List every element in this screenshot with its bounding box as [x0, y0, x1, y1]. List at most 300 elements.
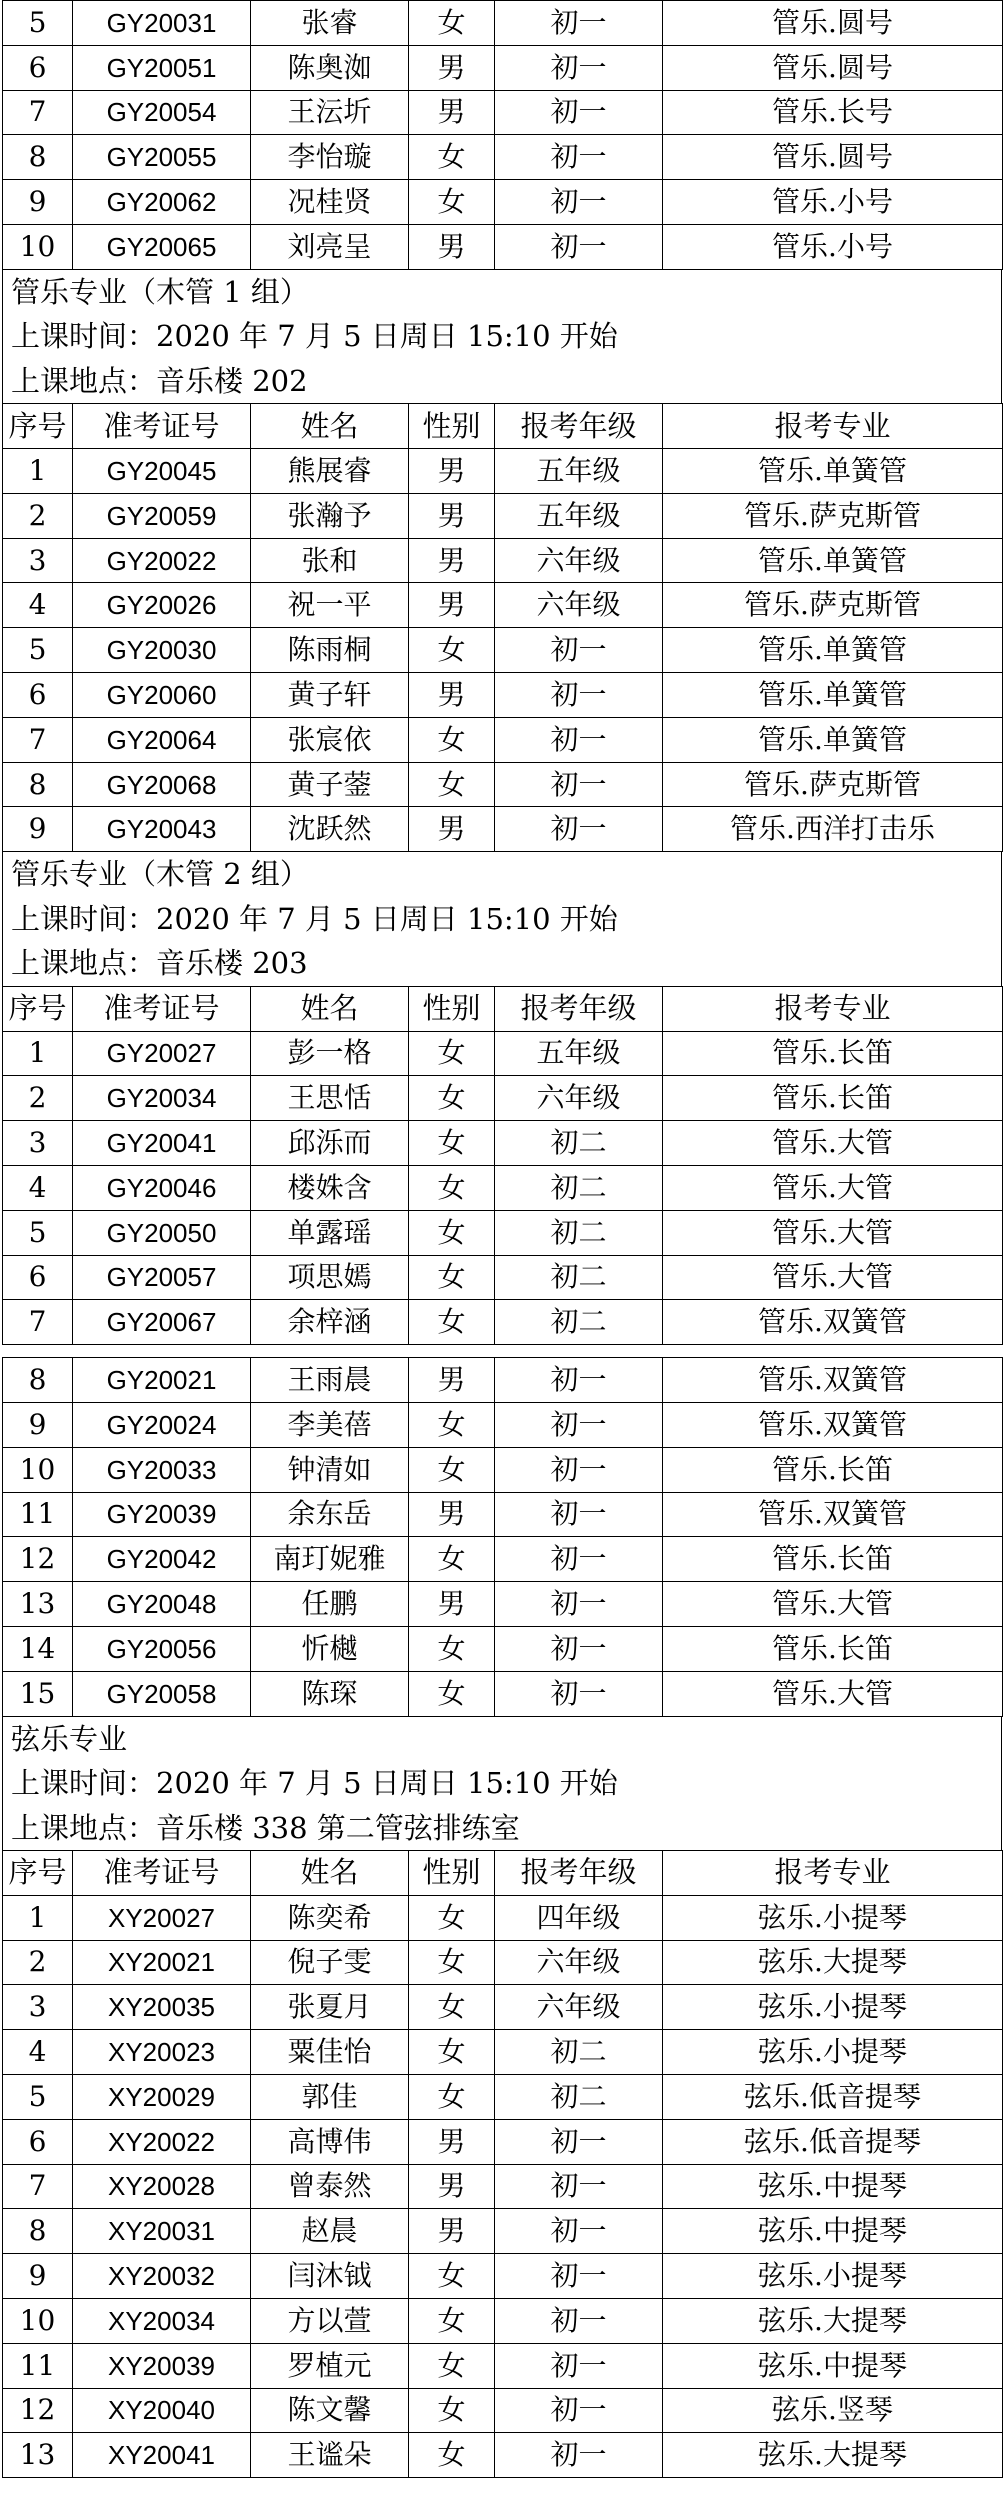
- cell-id: GY20055: [73, 135, 251, 180]
- cell-grade: 初二: [495, 1255, 663, 1300]
- cell-gender: 女: [409, 717, 495, 762]
- cell-major: 弦乐.低音提琴: [663, 2074, 1003, 2119]
- cell-gender: 女: [409, 1940, 495, 1985]
- cell-gender: 男: [409, 45, 495, 90]
- cell-grade: 初二: [495, 1165, 663, 1210]
- cell-gender: 女: [409, 1447, 495, 1492]
- cell-major: 管乐.大管: [663, 1210, 1003, 1255]
- table-row: [3, 2030, 1003, 2075]
- cell-id: GY20034: [73, 1076, 251, 1121]
- cell-gender: 女: [409, 1537, 495, 1582]
- cell-id: XY20029: [73, 2074, 251, 2119]
- cell-id: GY20039: [73, 1492, 251, 1537]
- cell-name: 彭一格: [251, 1031, 409, 1076]
- table-row: [3, 2119, 1003, 2164]
- cell-gender: 男: [409, 2209, 495, 2254]
- cell-major: 弦乐.中提琴: [663, 2343, 1003, 2388]
- cell-id: XY20028: [73, 2164, 251, 2209]
- wood1-table: [2, 403, 1003, 852]
- cell-gender: 女: [409, 762, 495, 807]
- cell-gender: 女: [409, 1300, 495, 1345]
- table-row: [3, 1492, 1003, 1537]
- cell-major: 管乐.萨克斯管: [663, 583, 1003, 628]
- cell-grade: 六年级: [495, 538, 663, 583]
- cell-id: GY20059: [73, 493, 251, 538]
- cell-major: 管乐.萨克斯管: [663, 762, 1003, 807]
- table-header-row: [3, 404, 1003, 449]
- cell-name: 张瀚予: [251, 493, 409, 538]
- cell-no: 3: [3, 538, 73, 583]
- cell-name: 沈跃然: [251, 807, 409, 852]
- cell-no: 5: [3, 628, 73, 673]
- cell-gender: 女: [409, 1255, 495, 1300]
- cell-name: 罗植元: [251, 2343, 409, 2388]
- cell-id: GY20054: [73, 90, 251, 135]
- cell-grade: 初一: [495, 135, 663, 180]
- cell-no: 1: [3, 449, 73, 494]
- cell-name: 祝一平: [251, 583, 409, 628]
- cell-major: 管乐.双簧管: [663, 1492, 1003, 1537]
- cell-gender: 女: [409, 2074, 495, 2119]
- brass-table-continued: [2, 0, 1003, 270]
- header-name: 姓名: [251, 404, 409, 449]
- cell-gender: 男: [409, 807, 495, 852]
- cell-major: 管乐.单簧管: [663, 673, 1003, 718]
- cell-no: 8: [3, 1358, 73, 1403]
- cell-name: 余梓涵: [251, 1300, 409, 1345]
- cell-gender: 女: [409, 1031, 495, 1076]
- wood1-time: 上课时间：2020 年 7 月 5 日周日 15:10 开始: [11, 319, 618, 354]
- cell-id: GY20026: [73, 583, 251, 628]
- cell-gender: 女: [409, 1121, 495, 1166]
- cell-gender: 女: [409, 1402, 495, 1447]
- cell-id: GY20065: [73, 224, 251, 269]
- header-id: 准考证号: [73, 986, 251, 1031]
- cell-major: 弦乐.大提琴: [663, 2433, 1003, 2478]
- header-gender: 性别: [409, 986, 495, 1031]
- cell-gender: 女: [409, 1165, 495, 1210]
- cell-grade: 初一: [495, 2433, 663, 2478]
- table-row: [3, 583, 1003, 628]
- table-row: [3, 90, 1003, 135]
- cell-no: 5: [3, 2074, 73, 2119]
- cell-name: 任鹏: [251, 1582, 409, 1627]
- cell-name: 高博伟: [251, 2119, 409, 2164]
- cell-grade: 初一: [495, 762, 663, 807]
- header-major: 报考专业: [663, 1851, 1003, 1896]
- table-row: [3, 2343, 1003, 2388]
- header-grade: 报考年级: [495, 404, 663, 449]
- table-row: [3, 1358, 1003, 1403]
- cell-id: XY20032: [73, 2254, 251, 2299]
- cell-name: 黄子轩: [251, 673, 409, 718]
- cell-no: 3: [3, 1121, 73, 1166]
- cell-grade: 初二: [495, 2074, 663, 2119]
- cell-name: 项思嫣: [251, 1255, 409, 1300]
- cell-gender: 女: [409, 628, 495, 673]
- wood2-title: 管乐专业（木管 2 组）: [11, 857, 309, 892]
- strings-title: 弦乐专业: [11, 1721, 128, 1756]
- cell-gender: 女: [409, 1076, 495, 1121]
- cell-no: 9: [3, 2254, 73, 2299]
- cell-name: 闫沐钺: [251, 2254, 409, 2299]
- table-row: [3, 1671, 1003, 1716]
- cell-grade: 初一: [495, 2209, 663, 2254]
- cell-major: 管乐.大管: [663, 1255, 1003, 1300]
- cell-id: GY20064: [73, 717, 251, 762]
- header-id: 准考证号: [73, 1851, 251, 1896]
- cell-name: 陈奥洳: [251, 45, 409, 90]
- table-header-row: [3, 986, 1003, 1031]
- cell-no: 2: [3, 1940, 73, 1985]
- cell-gender: 男: [409, 1582, 495, 1627]
- cell-gender: 女: [409, 1895, 495, 1940]
- cell-name: 楼姝含: [251, 1165, 409, 1210]
- cell-gender: 男: [409, 90, 495, 135]
- cell-id: XY20022: [73, 2119, 251, 2164]
- cell-no: 13: [3, 1582, 73, 1627]
- cell-gender: 女: [409, 2433, 495, 2478]
- header-no: 序号: [3, 1851, 73, 1896]
- cell-grade: 初一: [495, 1492, 663, 1537]
- cell-major: 弦乐.中提琴: [663, 2209, 1003, 2254]
- table-row: [3, 493, 1003, 538]
- cell-major: 弦乐.小提琴: [663, 2030, 1003, 2075]
- cell-name: 方以萱: [251, 2298, 409, 2343]
- cell-major: 管乐.双簧管: [663, 1358, 1003, 1403]
- cell-id: GY20030: [73, 628, 251, 673]
- cell-gender: 女: [409, 1671, 495, 1716]
- cell-grade: 四年级: [495, 1895, 663, 1940]
- cell-gender: 女: [409, 135, 495, 180]
- cell-grade: 五年级: [495, 493, 663, 538]
- wood1-place: 上课地点：音乐楼 202: [11, 363, 308, 398]
- table-row: [3, 1076, 1003, 1121]
- cell-major: 管乐.西洋打击乐: [663, 807, 1003, 852]
- header-name: 姓名: [251, 986, 409, 1031]
- cell-gender: 女: [409, 2254, 495, 2299]
- header-gender: 性别: [409, 404, 495, 449]
- cell-grade: 初一: [495, 1626, 663, 1671]
- table-row: [3, 180, 1003, 225]
- cell-grade: 初一: [495, 1671, 663, 1716]
- cell-name: 赵晨: [251, 2209, 409, 2254]
- cell-name: 单露瑶: [251, 1210, 409, 1255]
- cell-name: 张睿: [251, 1, 409, 46]
- strings-table: [2, 1850, 1003, 2478]
- cell-id: GY20021: [73, 1358, 251, 1403]
- cell-no: 12: [3, 1537, 73, 1582]
- cell-name: 曾泰然: [251, 2164, 409, 2209]
- cell-no: 4: [3, 583, 73, 628]
- cell-id: GY20022: [73, 538, 251, 583]
- cell-name: 张和: [251, 538, 409, 583]
- cell-major: 弦乐.小提琴: [663, 2254, 1003, 2299]
- cell-gender: 男: [409, 583, 495, 628]
- cell-no: 2: [3, 493, 73, 538]
- cell-grade: 初一: [495, 2388, 663, 2433]
- cell-grade: 六年级: [495, 1985, 663, 2030]
- table-row: [3, 1402, 1003, 1447]
- cell-major: 管乐.小号: [663, 180, 1003, 225]
- cell-id: GY20068: [73, 762, 251, 807]
- cell-name: 南玎妮雅: [251, 1537, 409, 1582]
- cell-gender: 女: [409, 1985, 495, 2030]
- cell-major: 管乐.萨克斯管: [663, 493, 1003, 538]
- header-no: 序号: [3, 986, 73, 1031]
- cell-major: 管乐.双簧管: [663, 1300, 1003, 1345]
- cell-grade: 初一: [495, 180, 663, 225]
- cell-major: 管乐.长笛: [663, 1076, 1003, 1121]
- cell-no: 7: [3, 90, 73, 135]
- table-row: [3, 1, 1003, 46]
- cell-major: 管乐.长笛: [663, 1626, 1003, 1671]
- cell-grade: 初一: [495, 1358, 663, 1403]
- table-row: [3, 1940, 1003, 1985]
- cell-gender: 男: [409, 493, 495, 538]
- strings-info: [2, 1717, 1002, 1851]
- cell-major: 管乐.单簧管: [663, 449, 1003, 494]
- cell-grade: 初一: [495, 2254, 663, 2299]
- table-row: [3, 135, 1003, 180]
- cell-no: 1: [3, 1895, 73, 1940]
- cell-major: 弦乐.中提琴: [663, 2164, 1003, 2209]
- cell-no: 1: [3, 1031, 73, 1076]
- cell-gender: 女: [409, 1210, 495, 1255]
- cell-no: 13: [3, 2433, 73, 2478]
- cell-grade: 初一: [495, 1402, 663, 1447]
- cell-grade: 初一: [495, 717, 663, 762]
- table-row: [3, 1255, 1003, 1300]
- cell-grade: 初一: [495, 2343, 663, 2388]
- cell-name: 张夏月: [251, 1985, 409, 2030]
- cell-major: 弦乐.大提琴: [663, 1940, 1003, 1985]
- cell-no: 10: [3, 224, 73, 269]
- cell-name: 陈琛: [251, 1671, 409, 1716]
- cell-id: XY20040: [73, 2388, 251, 2433]
- cell-name: 黄子蓥: [251, 762, 409, 807]
- cell-major: 弦乐.大提琴: [663, 2298, 1003, 2343]
- cell-name: 熊展睿: [251, 449, 409, 494]
- cell-no: 4: [3, 2030, 73, 2075]
- cell-gender: 男: [409, 449, 495, 494]
- cell-grade: 初一: [495, 45, 663, 90]
- cell-id: GY20057: [73, 1255, 251, 1300]
- cell-grade: 初一: [495, 224, 663, 269]
- cell-gender: 男: [409, 1492, 495, 1537]
- wood2-table-continued: [2, 1357, 1003, 1716]
- cell-gender: 女: [409, 1626, 495, 1671]
- cell-major: 管乐.单簧管: [663, 717, 1003, 762]
- cell-grade: 六年级: [495, 583, 663, 628]
- cell-no: 6: [3, 45, 73, 90]
- table-row: [3, 762, 1003, 807]
- table-row: [3, 1582, 1003, 1627]
- cell-id: XY20027: [73, 1895, 251, 1940]
- table-row: [3, 2074, 1003, 2119]
- cell-major: 管乐.大管: [663, 1121, 1003, 1166]
- cell-id: XY20021: [73, 1940, 251, 1985]
- cell-grade: 初一: [495, 2119, 663, 2164]
- cell-no: 8: [3, 762, 73, 807]
- wood1-title: 管乐专业（木管 1 组）: [11, 274, 309, 309]
- cell-grade: 初一: [495, 1537, 663, 1582]
- cell-no: 11: [3, 1492, 73, 1537]
- cell-no: 11: [3, 2343, 73, 2388]
- header-id: 准考证号: [73, 404, 251, 449]
- cell-id: XY20041: [73, 2433, 251, 2478]
- cell-no: 7: [3, 717, 73, 762]
- cell-no: 3: [3, 1985, 73, 2030]
- cell-major: 管乐.小号: [663, 224, 1003, 269]
- cell-grade: 六年级: [495, 1076, 663, 1121]
- wood2-info: [2, 852, 1002, 986]
- cell-gender: 女: [409, 1, 495, 46]
- cell-grade: 六年级: [495, 1940, 663, 1985]
- cell-name: 郭佳: [251, 2074, 409, 2119]
- cell-gender: 女: [409, 180, 495, 225]
- wood2-place: 上课地点：音乐楼 203: [11, 946, 308, 981]
- table-row: [3, 1447, 1003, 1492]
- cell-major: 管乐.单簧管: [663, 538, 1003, 583]
- cell-id: GY20067: [73, 1300, 251, 1345]
- cell-major: 管乐.长笛: [663, 1031, 1003, 1076]
- cell-no: 10: [3, 2298, 73, 2343]
- cell-name: 忻樾: [251, 1626, 409, 1671]
- cell-id: XY20023: [73, 2030, 251, 2075]
- cell-no: 5: [3, 1210, 73, 1255]
- cell-name: 钟清如: [251, 1447, 409, 1492]
- header-name: 姓名: [251, 1851, 409, 1896]
- header-gender: 性别: [409, 1851, 495, 1896]
- strings-place: 上课地点：音乐楼 338 第二管弦排练室: [11, 1810, 520, 1845]
- cell-major: 管乐.圆号: [663, 45, 1003, 90]
- table-row: [3, 2388, 1003, 2433]
- table-row: [3, 224, 1003, 269]
- cell-grade: 初二: [495, 1300, 663, 1345]
- cell-grade: 初二: [495, 1210, 663, 1255]
- cell-gender: 男: [409, 224, 495, 269]
- cell-grade: 初一: [495, 1582, 663, 1627]
- cell-id: GY20046: [73, 1165, 251, 1210]
- cell-no: 8: [3, 2209, 73, 2254]
- cell-id: GY20027: [73, 1031, 251, 1076]
- table-row: [3, 1895, 1003, 1940]
- cell-name: 王思恬: [251, 1076, 409, 1121]
- table-row: [3, 673, 1003, 718]
- header-no: 序号: [3, 404, 73, 449]
- cell-id: GY20060: [73, 673, 251, 718]
- cell-gender: 男: [409, 1358, 495, 1403]
- cell-gender: 男: [409, 2164, 495, 2209]
- cell-gender: 女: [409, 2388, 495, 2433]
- cell-grade: 初一: [495, 1, 663, 46]
- cell-grade: 五年级: [495, 449, 663, 494]
- cell-major: 管乐.大管: [663, 1582, 1003, 1627]
- cell-gender: 女: [409, 2298, 495, 2343]
- header-grade: 报考年级: [495, 1851, 663, 1896]
- strings-time: 上课时间：2020 年 7 月 5 日周日 15:10 开始: [11, 1766, 618, 1800]
- wood2-time: 上课时间：2020 年 7 月 5 日周日 15:10 开始: [11, 901, 618, 936]
- cell-no: 9: [3, 807, 73, 852]
- cell-no: 10: [3, 1447, 73, 1492]
- header-grade: 报考年级: [495, 986, 663, 1031]
- table-row: [3, 449, 1003, 494]
- cell-name: 粟佳怡: [251, 2030, 409, 2075]
- cell-major: 管乐.双簧管: [663, 1402, 1003, 1447]
- cell-gender: 女: [409, 2030, 495, 2075]
- table-row: [3, 1985, 1003, 2030]
- table-row: [3, 2209, 1003, 2254]
- cell-major: 管乐.圆号: [663, 135, 1003, 180]
- cell-id: XY20035: [73, 1985, 251, 2030]
- cell-grade: 初一: [495, 1447, 663, 1492]
- table-row: [3, 1537, 1003, 1582]
- cell-grade: 初二: [495, 1121, 663, 1166]
- cell-id: GY20033: [73, 1447, 251, 1492]
- page-break-gap: [0, 1345, 1003, 1357]
- cell-id: GY20041: [73, 1121, 251, 1166]
- cell-id: XY20039: [73, 2343, 251, 2388]
- cell-grade: 初一: [495, 2164, 663, 2209]
- table-row: [3, 717, 1003, 762]
- cell-id: XY20034: [73, 2298, 251, 2343]
- cell-id: GY20043: [73, 807, 251, 852]
- cell-no: 6: [3, 673, 73, 718]
- cell-grade: 初一: [495, 673, 663, 718]
- cell-grade: 五年级: [495, 1031, 663, 1076]
- cell-no: 15: [3, 1671, 73, 1716]
- cell-major: 管乐.长号: [663, 90, 1003, 135]
- table-row: [3, 2164, 1003, 2209]
- cell-no: 9: [3, 1402, 73, 1447]
- cell-name: 况桂贤: [251, 180, 409, 225]
- cell-name: 王雨晨: [251, 1358, 409, 1403]
- cell-name: 邱泺而: [251, 1121, 409, 1166]
- cell-gender: 男: [409, 538, 495, 583]
- cell-grade: 初一: [495, 90, 663, 135]
- cell-name: 倪子雯: [251, 1940, 409, 1985]
- cell-id: GY20062: [73, 180, 251, 225]
- cell-major: 管乐.长笛: [663, 1447, 1003, 1492]
- cell-no: 7: [3, 2164, 73, 2209]
- cell-name: 余东岳: [251, 1492, 409, 1537]
- cell-name: 王谧朵: [251, 2433, 409, 2478]
- cell-grade: 初一: [495, 628, 663, 673]
- cell-no: 6: [3, 1255, 73, 1300]
- cell-no: 12: [3, 2388, 73, 2433]
- cell-major: 弦乐.小提琴: [663, 1985, 1003, 2030]
- table-row: [3, 1121, 1003, 1166]
- table-row: [3, 538, 1003, 583]
- cell-no: 2: [3, 1076, 73, 1121]
- cell-id: GY20051: [73, 45, 251, 90]
- cell-id: GY20031: [73, 1, 251, 46]
- table-row: [3, 1626, 1003, 1671]
- cell-major: 管乐.大管: [663, 1671, 1003, 1716]
- cell-major: 弦乐.小提琴: [663, 1895, 1003, 1940]
- cell-grade: 初二: [495, 2030, 663, 2075]
- cell-name: 陈雨桐: [251, 628, 409, 673]
- table-row: [3, 807, 1003, 852]
- table-row: [3, 1210, 1003, 1255]
- wood2-table: [2, 986, 1003, 1345]
- cell-grade: 初一: [495, 2298, 663, 2343]
- cell-major: 管乐.单簧管: [663, 628, 1003, 673]
- cell-no: 8: [3, 135, 73, 180]
- cell-major: 弦乐.竖琴: [663, 2388, 1003, 2433]
- cell-no: 7: [3, 1300, 73, 1345]
